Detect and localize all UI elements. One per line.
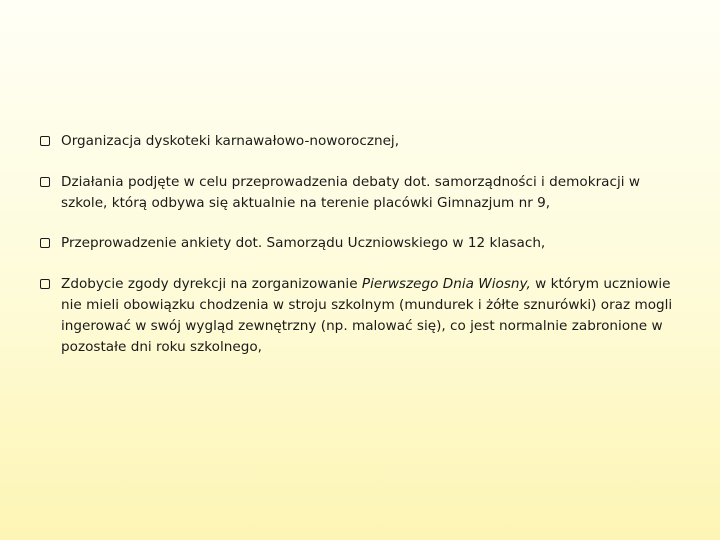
list-item-dyskoteka bbox=[40, 131, 680, 152]
checkbox-icon bbox=[40, 279, 50, 289]
list-item-text-after: w którym uczniowie nie mieli obowiązku chodzenia w stroju szkolnym (mundurek i żółte sznurówki) oraz mogli ingerować w swój wygląd zewnętrzny (np. malować się), co jest normalnie zabronione w pozostałe dni roku szkolnego, bbox=[61, 276, 673, 355]
list-item-ankieta bbox=[40, 233, 680, 254]
list-item-text-before: Zdobycie zgody dyrekcji na zorganizowanie bbox=[61, 276, 362, 292]
checkbox-icon bbox=[40, 136, 50, 146]
list-item-dzien-wiosny bbox=[40, 274, 680, 358]
list-item-text: Działania podjęte w celu przeprowadzenia debaty dot. samorządności i demokracji w szkole, którą odbywa się aktualnie na terenie placówki Gimnazjum nr 9, bbox=[61, 174, 640, 211]
checkbox-icon bbox=[40, 238, 50, 248]
checkbox-icon bbox=[40, 177, 50, 187]
list-item-text-italic: Pierwszego Dnia Wiosny, bbox=[361, 276, 531, 292]
bullet-list bbox=[40, 131, 680, 378]
list-item-text bbox=[61, 276, 672, 355]
list-item-text: Przeprowadzenie ankiety dot. Samorządu Uczniowskiego w 12 klasach, bbox=[61, 235, 546, 251]
list-item-debata bbox=[40, 172, 680, 214]
list-item-text: Organizacja dyskoteki karnawałowo-noworocznej, bbox=[61, 133, 400, 149]
